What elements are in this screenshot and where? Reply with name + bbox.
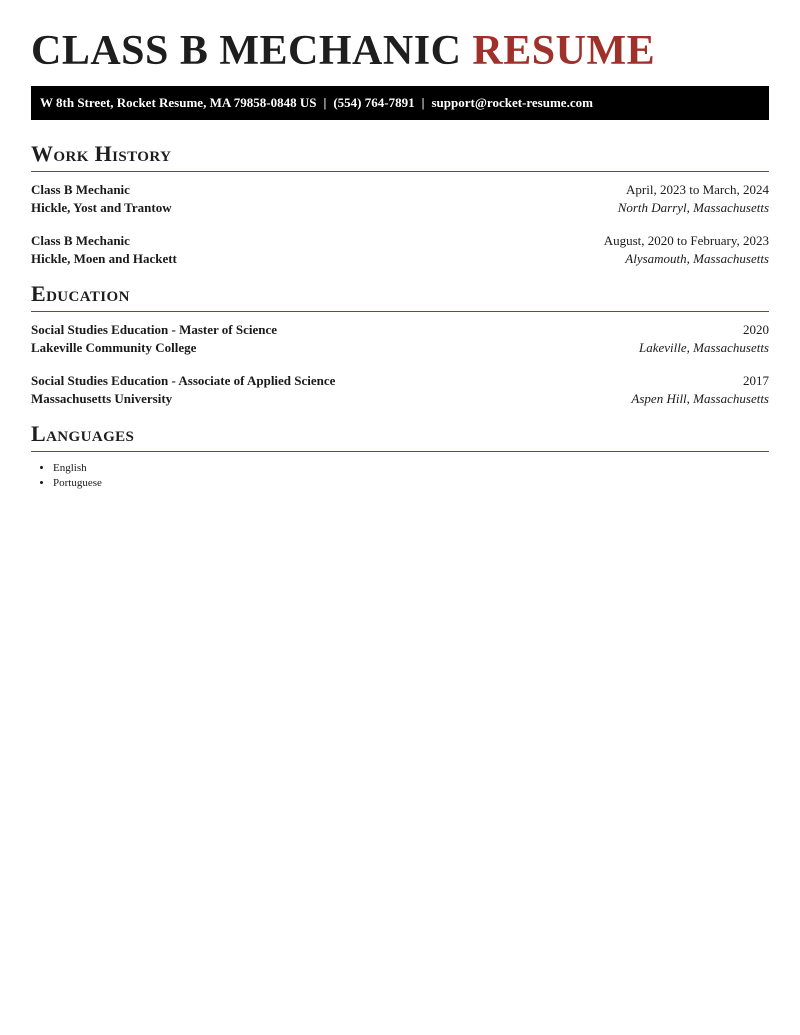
languages-heading: Languages: [31, 421, 769, 452]
education-entry: [31, 372, 769, 408]
company-name: Hickle, Yost and Trantow: [31, 200, 172, 215]
contact-separator: |: [323, 95, 327, 110]
languages-list: [31, 461, 102, 491]
graduation-year: 2020: [743, 322, 769, 337]
job-location: North Darryl, Massachusetts: [617, 200, 769, 215]
degree-name: Social Studies Education - Master of Science: [31, 322, 278, 337]
title-accent: RESUME: [472, 28, 656, 74]
school-location: Aspen Hill, Massachusetts: [631, 391, 769, 406]
title-main: CLASS B MECHANIC: [31, 28, 462, 74]
education-entry: [31, 321, 769, 357]
job-dates: August, 2020 to February, 2023: [603, 233, 769, 248]
job-location: Alysamouth, Massachusetts: [625, 251, 769, 266]
contact-address: W 8th Street, Rocket Resume, MA 79858-0848 US: [40, 95, 317, 110]
school-name: Lakeville Community College: [31, 340, 197, 355]
company-name: Hickle, Moen and Hackett: [31, 251, 177, 266]
education-heading: Education: [31, 281, 769, 312]
job-dates: April, 2023 to March, 2024: [626, 182, 769, 197]
work-entry: [31, 181, 769, 217]
work-history-heading: Work History: [31, 141, 769, 172]
work-entry: [31, 232, 769, 268]
contact-bar: [31, 86, 769, 120]
school-location: Lakeville, Massachusetts: [639, 340, 769, 355]
job-title: Class B Mechanic: [31, 182, 130, 197]
language-item: • Portuguese: [53, 476, 102, 491]
job-title: Class B Mechanic: [31, 233, 130, 248]
resume-title: [31, 27, 655, 75]
contact-email: support@rocket-resume.com: [431, 95, 593, 110]
school-name: Massachusetts University: [31, 391, 173, 406]
degree-name: Social Studies Education - Associate of Applied Science: [31, 373, 336, 388]
language-item: • English: [53, 461, 102, 476]
contact-phone: (554) 764-7891: [333, 95, 415, 110]
graduation-year: 2017: [743, 373, 769, 388]
contact-separator: |: [421, 95, 425, 110]
